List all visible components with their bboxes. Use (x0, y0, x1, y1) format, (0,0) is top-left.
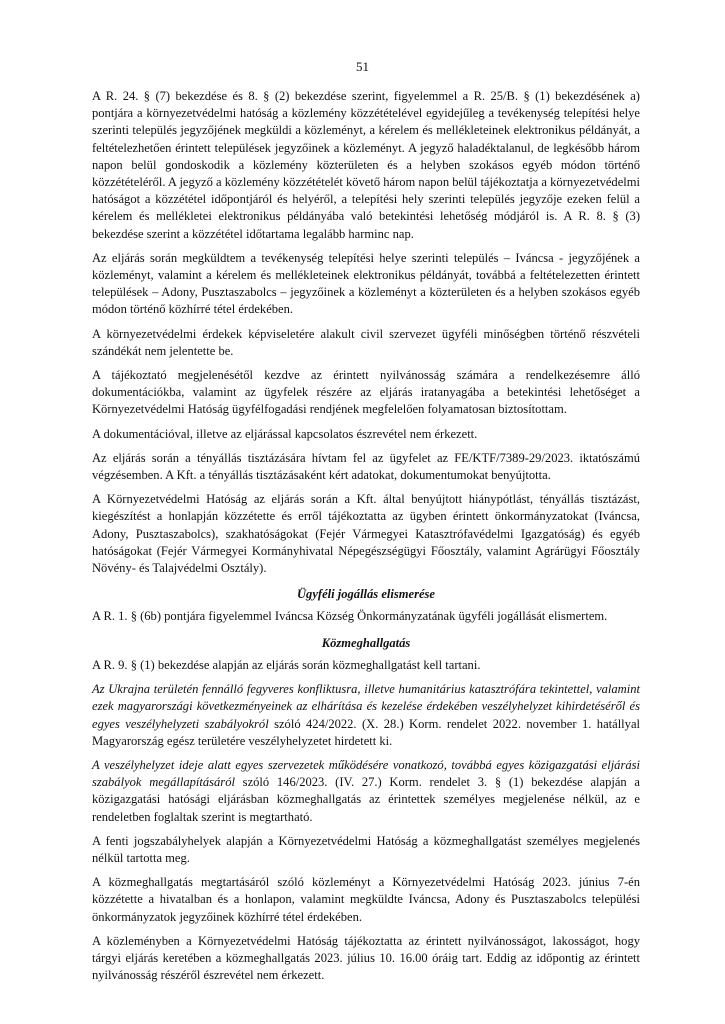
paragraph-megkuldes: Az eljárás során megküldtem a tevékenység telepítési helye szerinti település – Iváncsa - jegyzőjének a közleményt, valamint a kérelem és mellékleteinek elektronikus példányát, továbbá a feltételezetten érintett települések – Adony, Pusztaszabolcs – jegyzőinek a közleményt a közterületen és a helyben szokásos egyéb módon történő közhírré tétel érdekében. (92, 250, 640, 317)
paragraph-civil-szervezet: A környezetvédelmi érdekek képviseletére alakult civil szervezet ügyféli minőségben történő részvételi szándékát nem jelentette be. (92, 326, 640, 358)
paragraph-kozmeghallgatas-alap: A R. 9. § (1) bekezdése alapján az eljárás során közmeghallgatást kell tartani. (92, 657, 481, 672)
paragraph-kozlemeny-kozzetetel: A közmeghallgatás megtartásáról szóló közleményt a Környezetvédelmi Hatóság 2023. június 7-én közzétette a hivatalban és a honlapon, valamint megküldte Iváncsa, Adony és Pusztaszabolcs települési önkormányzatok jegyzőinek közhírré tétel érdekében. (92, 875, 640, 924)
paragraph-tenyallas: Az eljárás során a tényállás tisztázására hívtam fel az ügyfelet az FE/KTF/7389-29/2023. iktatószámú végzésemben. A Kft. a tényállás tisztázásaként kért adatokat, dokumentumokat benyújtotta. (92, 450, 640, 483)
paragraph-kozlemeny-tajekoztatas: A közleményben a Környezetvédelmi Hatóság tájékoztatta az érintett nyilvánosságot, lakosságot, hogy tárgyi eljárás keretében a közmeghallgatás 2023. július 10. 16.00 óráig tart. Eddig az időpontig az érintett nyilvánosság részéről észrevétel nem érkezett. (92, 933, 640, 983)
regulation-title-424-2022: Az Ukrajna területén fennálló fegyveres konfliktusra, illetve humanitárius katasztrófára tekintettel, valamint ezek magyarországi következményeinek az elhárítása és kezelése érdekében veszélyhelyzet kihirdetéséről és egyes veszélyhelyzeti szabályokról (92, 682, 640, 731)
paragraph-hianypotlas: A Környezetvédelmi Hatóság az eljárás során a Kft. által benyújtott hiánypótlást, tényállás tisztázást, kiegészítést a honlapján közzétette és erről tájékoztatta az ügyben érintett önkormányzatokat (Iváncsa, Adony, Pusztaszabolcs), szakhatóságokat (Fejér Vármegyei Katasztrófavédelmi Igazgatóság) és egyéb hatóságokat (Fejér Vármegyei Kormányhivatal Népegészségügyi Főosztály, valamint Agrárügyi Főosztály Növény- és Talajvédelmi Osztály). (92, 492, 640, 576)
section-heading-ugyfeli-jogallas: Ügyféli jogállás elismerése (297, 587, 435, 602)
page-number: 51 (356, 59, 369, 74)
section-heading-kozmeghallgatas: Közmeghallgatás (321, 635, 411, 650)
paragraph-ugyfeli-jogallas: A R. 1. § (6b) pontjára figyelemmel Iváncsa Község Önkormányzatának ügyféli jogállását elismertem. (92, 609, 608, 624)
paragraph-betekintes: A tájékoztató megjelenésétől kezdve az érintett nyilvánosság számára a rendelkezésemre álló dokumentációkba, valamint az ügyfelek részére az eljárás iratanyagába a betekintési lehetőséget a Környezetvédelmi Hatóság ügyfélfogadási rendjének megfelelően folyamatosan biztosítottam. (92, 368, 640, 417)
document-body (92, 88, 640, 991)
paragraph-r24: A R. 24. § (7) bekezdése és 8. § (2) bekezdése szerint, figyelemmel a R. 25/B. § (1) bekezdésének a) pontjára a környezetvédelmi hatóság a közlemény közzétételével egyidejűleg a tevékenység telepítési helye szerinti település jegyzőjének megküldi a közleményt, a kérelem és mellékleteinek elektronikus példányát, a feltételezhetően érintett települések jegyzőinek a közleményt. A jegyző haladéktalanul, de legkésőbb három napon belül gondoskodik a közlemény közterületen és a helyben szokásos egyéb módon történő közzétételéről. A jegyző a közlemény közzétételét követő három napon belül tájékoztatja a környezetvédelmi hatóságot a közzététel időpontjáról és helyéről, a telepítési hely szerinti település jegyzője ezeken felül a kérelem és mellékletei elektronikus példányába való betekintési lehetőség módjáról is. A R. 8. § (3) bekezdése szerint a közzététel időtartama legalább harminc nap. (92, 89, 640, 241)
regulation-text-146-2023: szóló 146/2023. (IV. 27.) Korm. rendelet 3. § (1) bekezdése alapján a közigazgatási hatósági eljárásban közmeghallgatás az érintettek személyes megjelenése nélkül, az e rendeletben foglaltak szerint is megtartható. (92, 775, 640, 824)
paragraph-kozigazgatasi-szabalyok (92, 757, 640, 826)
paragraph-eszrevetel: A dokumentációval, illetve az eljárással kapcsolatos észrevétel nem érkezett. (92, 426, 478, 441)
regulation-text-424-2022: szóló 424/2022. (X. 28.) Korm. rendelet 2022. november 1. hatállyal Magyarország egész területére veszélyhelyzetet hirdetett ki. (92, 716, 640, 748)
paragraph-szemelyes-megjelenes: A fenti jogszabályhelyek alapján a Környezetvédelmi Hatóság a közmeghallgatást személyes megjelenés nélkül tartotta meg. (92, 833, 640, 865)
paragraph-veszelyhelyzet (92, 681, 640, 750)
regulation-title-146-2023: A veszélyhelyzet ideje alatt egyes szervezetek működésére vonatkozó, továbbá egyes közigazgatási eljárási szabályok megállapításáról (92, 757, 640, 790)
